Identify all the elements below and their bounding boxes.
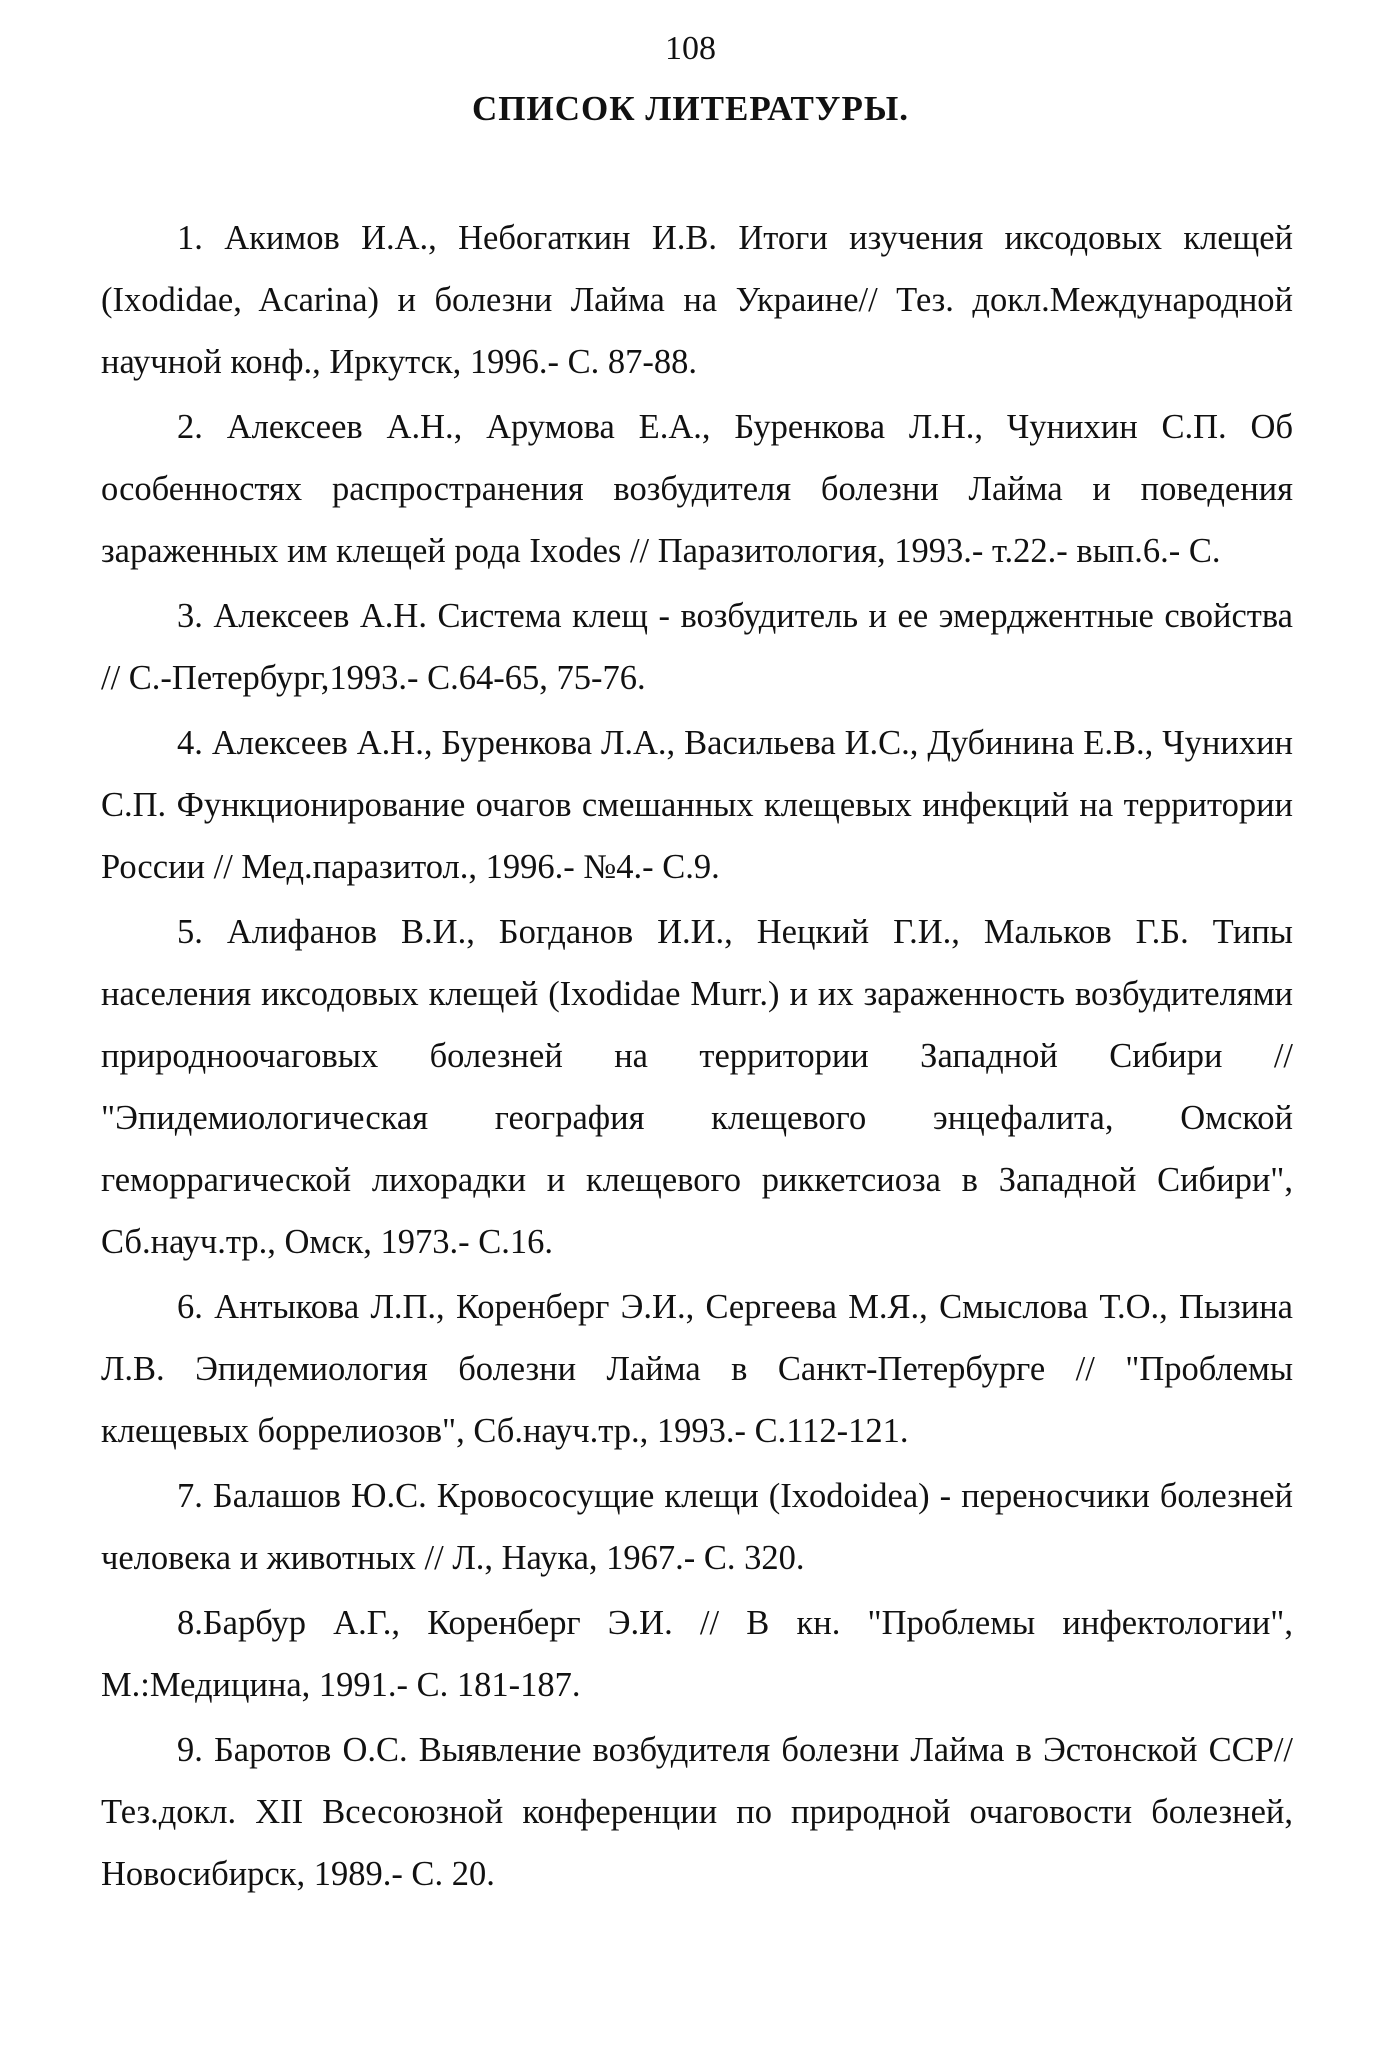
reference-item: 4. Алексеев А.Н., Буренкова Л.А., Васильева И.С., Дубинина Е.В., Чунихин С.П. Функционирование очагов смешанных клещевых инфекций на территории России // Мед.паразитол., 1996.- №4.- С.9. [101,724,1293,886]
reference-item: 9. Баротов О.С. Выявление возбудителя болезни Лайма в Эстонской ССР// Тез.докл. XII Всесоюзной конференции по природной очаговости болезней, Новосибирск, 1989.- С. 20. [101,1731,1293,1893]
reference-item: 6. Антыкова Л.П., Коренберг Э.И., Сергеева М.Я., Смыслова Т.О., Пызина Л.В. Эпидемиология болезни Лайма в Санкт-Петербурге // "Проблемы клещевых боррелиозов", Сб.науч.тр., 1993.- С.112-121. [101,1288,1293,1450]
page-title: СПИСОК ЛИТЕРАТУРЫ. [472,89,909,128]
page-number: 108 [665,30,716,67]
reference-item: 1. Акимов И.А., Небогаткин И.В. Итоги изучения иксодовых клещей (Ixodidae, Acarina) и болезни Лайма на Украине// Тез. докл.Международной научной конф., Иркутск, 1996.- С. 87-88. [101,219,1293,381]
reference-item: 2. Алексеев А.Н., Арумова Е.А., Буренкова Л.Н., Чунихин С.П. Об особенностях распространения возбудителя болезни Лайма и поведения зараженных им клещей рода Ixodes // Паразитология, 1993.- т.22.- вып.6.- С. [101,408,1293,570]
reference-list [101,207,1293,1908]
reference-item: 3. Алексеев А.Н. Система клещ - возбудитель и ее эмерджентные свойства // С.-Петербург,1993.- С.64-65, 75-76. [101,597,1293,697]
reference-item: 8.Барбур А.Г., Коренберг Э.И. // В кн. "Проблемы инфектологии", М.:Медицина, 1991.- С. 181-187. [101,1604,1293,1704]
reference-item: 7. Балашов Ю.С. Кровососущие клещи (Ixodoidea) - переносчики болезней человека и животных // Л., Наука, 1967.- С. 320. [101,1477,1293,1577]
reference-item: 5. Алифанов В.И., Богданов И.И., Нецкий Г.И., Мальков Г.Б. Типы населения иксодовых клещей (Ixodidae Murr.) и их зараженность возбудителями природноочаговых болезней на территории Западной Сибири // "Эпидемиологическая география клещевого энцефалита, Омской геморрагической лихорадки и клещевого риккетсиоза в Западной Сибири", Сб.науч.тр., Омск, 1973.- С.16. [101,913,1293,1261]
